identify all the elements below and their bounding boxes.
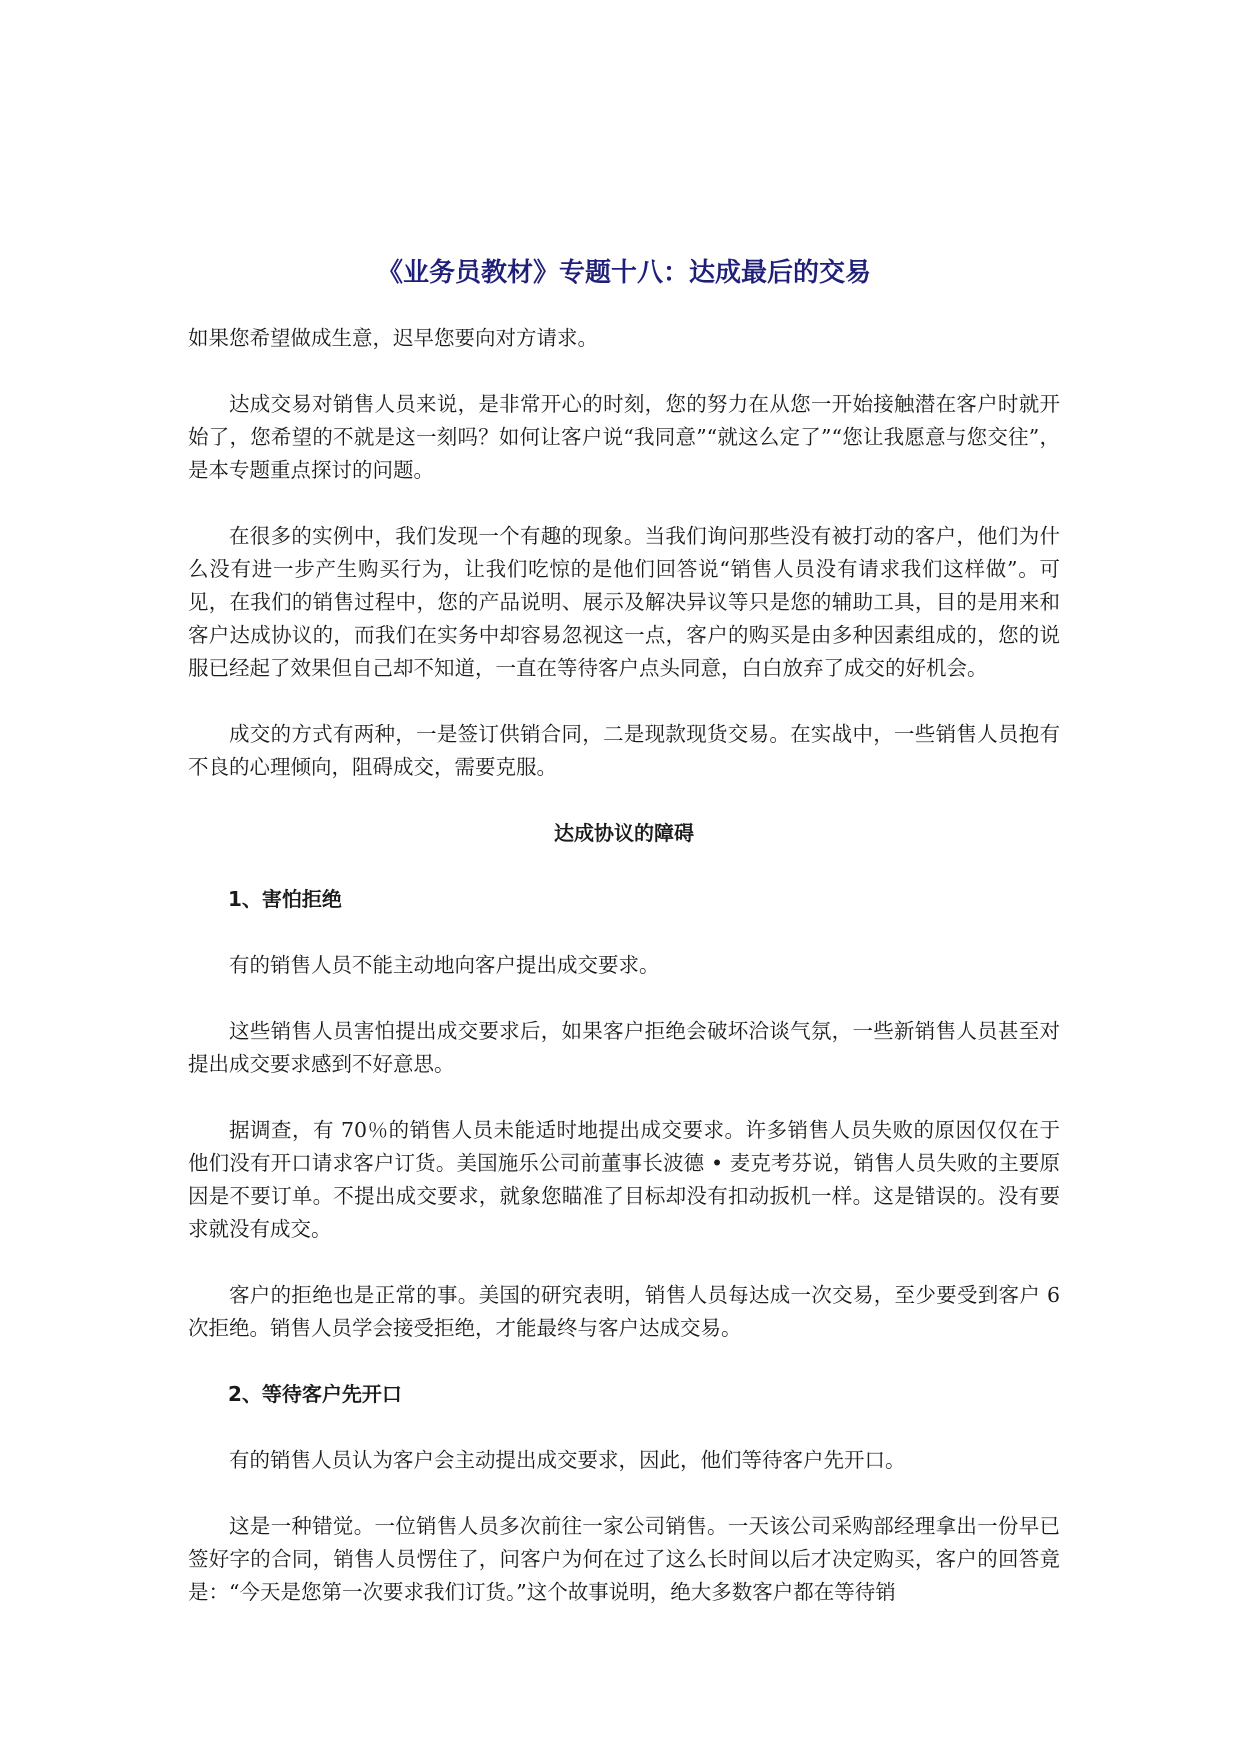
paragraph: 成交的方式有两种，一是签订供销合同，二是现款现货交易。在实战中，一些销售人员抱有不良的心理倾向，阻碍成交，需要克服。 <box>188 722 1060 779</box>
section-heading: 达成协议的障碍 <box>554 821 694 845</box>
document-body <box>188 255 1060 1609</box>
intro-paragraph: 如果您希望做成生意，迟早您要向对方请求。 <box>188 326 598 350</box>
paragraph: 达成交易对销售人员来说，是非常开心的时刻，您的努力在从您一开始接触潜在客户时就开始了，您希望的不就是这一刻吗？如何让客户说“我同意”“就这么定了”“您让我愿意与您交往”，是本专题重点探讨的问题。 <box>188 392 1060 482</box>
paragraph: 这是一种错觉。一位销售人员多次前往一家公司销售。一天该公司采购部经理拿出一份早已签好字的合同，销售人员愣住了，问客户为何在过了这么长时间以后才决定购买，客户的回答竟是：“今天是您第一次要求我们订货。”这个故事说明，绝大多数客户都在等待销 <box>188 1514 1060 1604</box>
paragraph: 据调查，有 70％的销售人员未能适时地提出成交要求。许多销售人员失败的原因仅仅在于他们没有开口请求客户订货。美国施乐公司前董事长波德 • 麦克考芬说，销售人员失败的主要原因是不要订单。不提出成交要求，就象您瞄准了目标却没有扣动扳机一样。这是错误的。没有要求就没有成交。 <box>188 1118 1060 1241</box>
paragraph: 有的销售人员不能主动地向客户提出成交要求。 <box>229 953 660 977</box>
document-title: 《业务员教材》专题十八：达成最后的交易 <box>376 258 871 288</box>
sub-heading-wait-for-customer: 2、等待客户先开口 <box>228 1382 402 1406</box>
sub-heading-fear-of-rejection: 1、害怕拒绝 <box>228 887 342 911</box>
paragraph: 在很多的实例中，我们发现一个有趣的现象。当我们询问那些没有被打动的客户，他们为什么没有进一步产生购买行为，让我们吃惊的是他们回答说“销售人员没有请求我们这样做”。可见，在我们的销售过程中，您的产品说明、展示及解决异议等只是您的辅助工具，目的是用来和客户达成协议的，而我们在实务中却容易忽视这一点，客户的购买是由多种因素组成的，您的说服已经起了效果但自己却不知道，一直在等待客户点头同意，白白放弃了成交的好机会。 <box>188 524 1060 680</box>
paragraph: 客户的拒绝也是正常的事。美国的研究表明，销售人员每达成一次交易，至少要受到客户 6 次拒绝。销售人员学会接受拒绝，才能最终与客户达成交易。 <box>188 1283 1060 1340</box>
paragraph: 这些销售人员害怕提出成交要求后，如果客户拒绝会破坏洽谈气氛，一些新销售人员甚至对提出成交要求感到不好意思。 <box>188 1019 1060 1076</box>
paragraph: 有的销售人员认为客户会主动提出成交要求，因此，他们等待客户先开口。 <box>229 1448 906 1472</box>
